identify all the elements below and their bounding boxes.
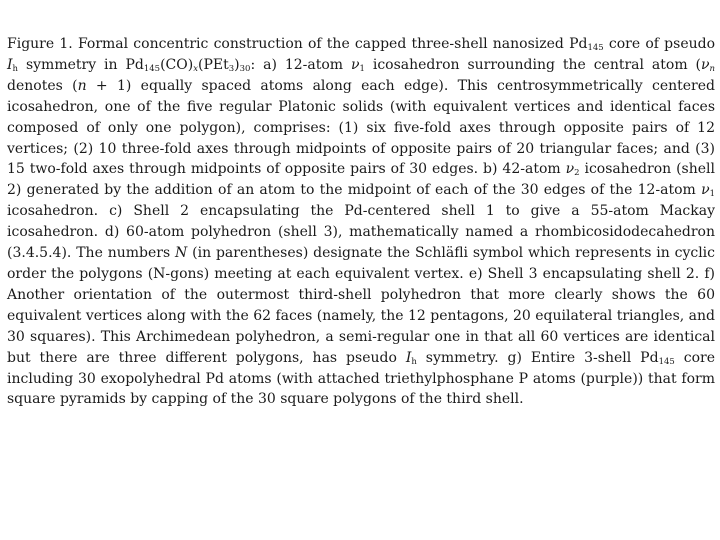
variable-N: N: [175, 245, 188, 262]
figure-caption: [7, 34, 715, 410]
subscript: 30: [239, 63, 251, 74]
caption-text: (in parentheses) designate the Schläfli symbol which represents in cyclic order the polygons (N-gons) meeting at each equivalent vertex. e) Shell 3 encapsulating shell 2. f) Another orientation of the outermost third-shell polyhedron that more clearly shows the 60 equivalent vertices along with the 62 faces (namely, the 12 pentagons, 20 equilateral triangles, and 30 squares). This Archimedean polyhedron, a semi-regular one in that all 60 vertices are identical but there are three different polygons, has pseudo: [7, 245, 715, 366]
caption-text: core of pseudo: [603, 36, 716, 52]
subscript: 3: [228, 63, 235, 74]
caption-text: ): [234, 56, 240, 73]
symmetry-symbol: I: [7, 56, 13, 73]
caption-text: icosahedron (shell 2) generated by the addition of an atom to the midpoint of each of the 30 edges of the 12-atom: [7, 161, 715, 199]
subscript: 2: [574, 168, 580, 179]
caption-text: icosahedron. c) Shell 2 encapsulating the Pd-centered shell 1 to give a 55-atom Mackay icosahedron. d) 60-atom polyhedron (shell 3), mathematically named a rhombicosidodecahedron (3.4.5.4). The numbers: [7, 203, 715, 262]
variable-x: x: [193, 63, 198, 74]
variable-n: n: [709, 63, 715, 74]
caption-text: : a) 12-atom: [250, 56, 351, 73]
caption-text: denotes (: [7, 77, 78, 94]
nu-symbol: ν: [701, 56, 710, 73]
caption-text: Formal concentric construction of the capped three-shell nanosized Pd: [77, 36, 588, 52]
subscript: 1: [359, 63, 365, 74]
caption-text: (PEt: [198, 56, 229, 73]
subscript: h: [411, 356, 417, 367]
subscript: 145: [587, 43, 604, 53]
symmetry-symbol: I: [405, 349, 412, 366]
nu-symbol: ν: [565, 161, 575, 178]
figure-label: Figure 1.: [7, 36, 73, 52]
caption-text: core including 30 exopolyhedral Pd atoms (with attached triethylphosphane P atoms (purple)) that form square pyramids by capping of the 30 square polygons of the third shell.: [7, 349, 715, 408]
caption-text: icosahedron surrounding the central atom (: [364, 56, 701, 73]
subscript: 1: [709, 189, 715, 200]
variable-n: n: [77, 77, 87, 94]
subscript: h: [12, 63, 19, 74]
document-page: [7, 34, 715, 410]
subscript: 145: [143, 63, 161, 74]
caption-text: + 1) equally spaced atoms along each edge). This centrosymmetrically centered icosahedron, one of the five regular Platonic solids (with equivalent vertices and identical faces composed of only one polygon), comprises: (1) six five-fold axes through opposite pairs of 12 vertices; (2) 10 three-fold axes through midpoints of opposite pairs of 20 triangular faces; and (3) 15 two-fold axes through midpoints of opposite pairs of 30 edges. b) 42-atom: [7, 77, 715, 178]
caption-text: symmetry in Pd: [18, 56, 144, 73]
nu-symbol: ν: [350, 56, 360, 73]
caption-text: (CO): [160, 56, 194, 73]
subscript: 145: [658, 356, 675, 367]
caption-text: symmetry. g) Entire 3-shell Pd: [416, 349, 659, 366]
subscript-italic: [710, 64, 715, 74]
nu-symbol: ν: [701, 182, 710, 199]
